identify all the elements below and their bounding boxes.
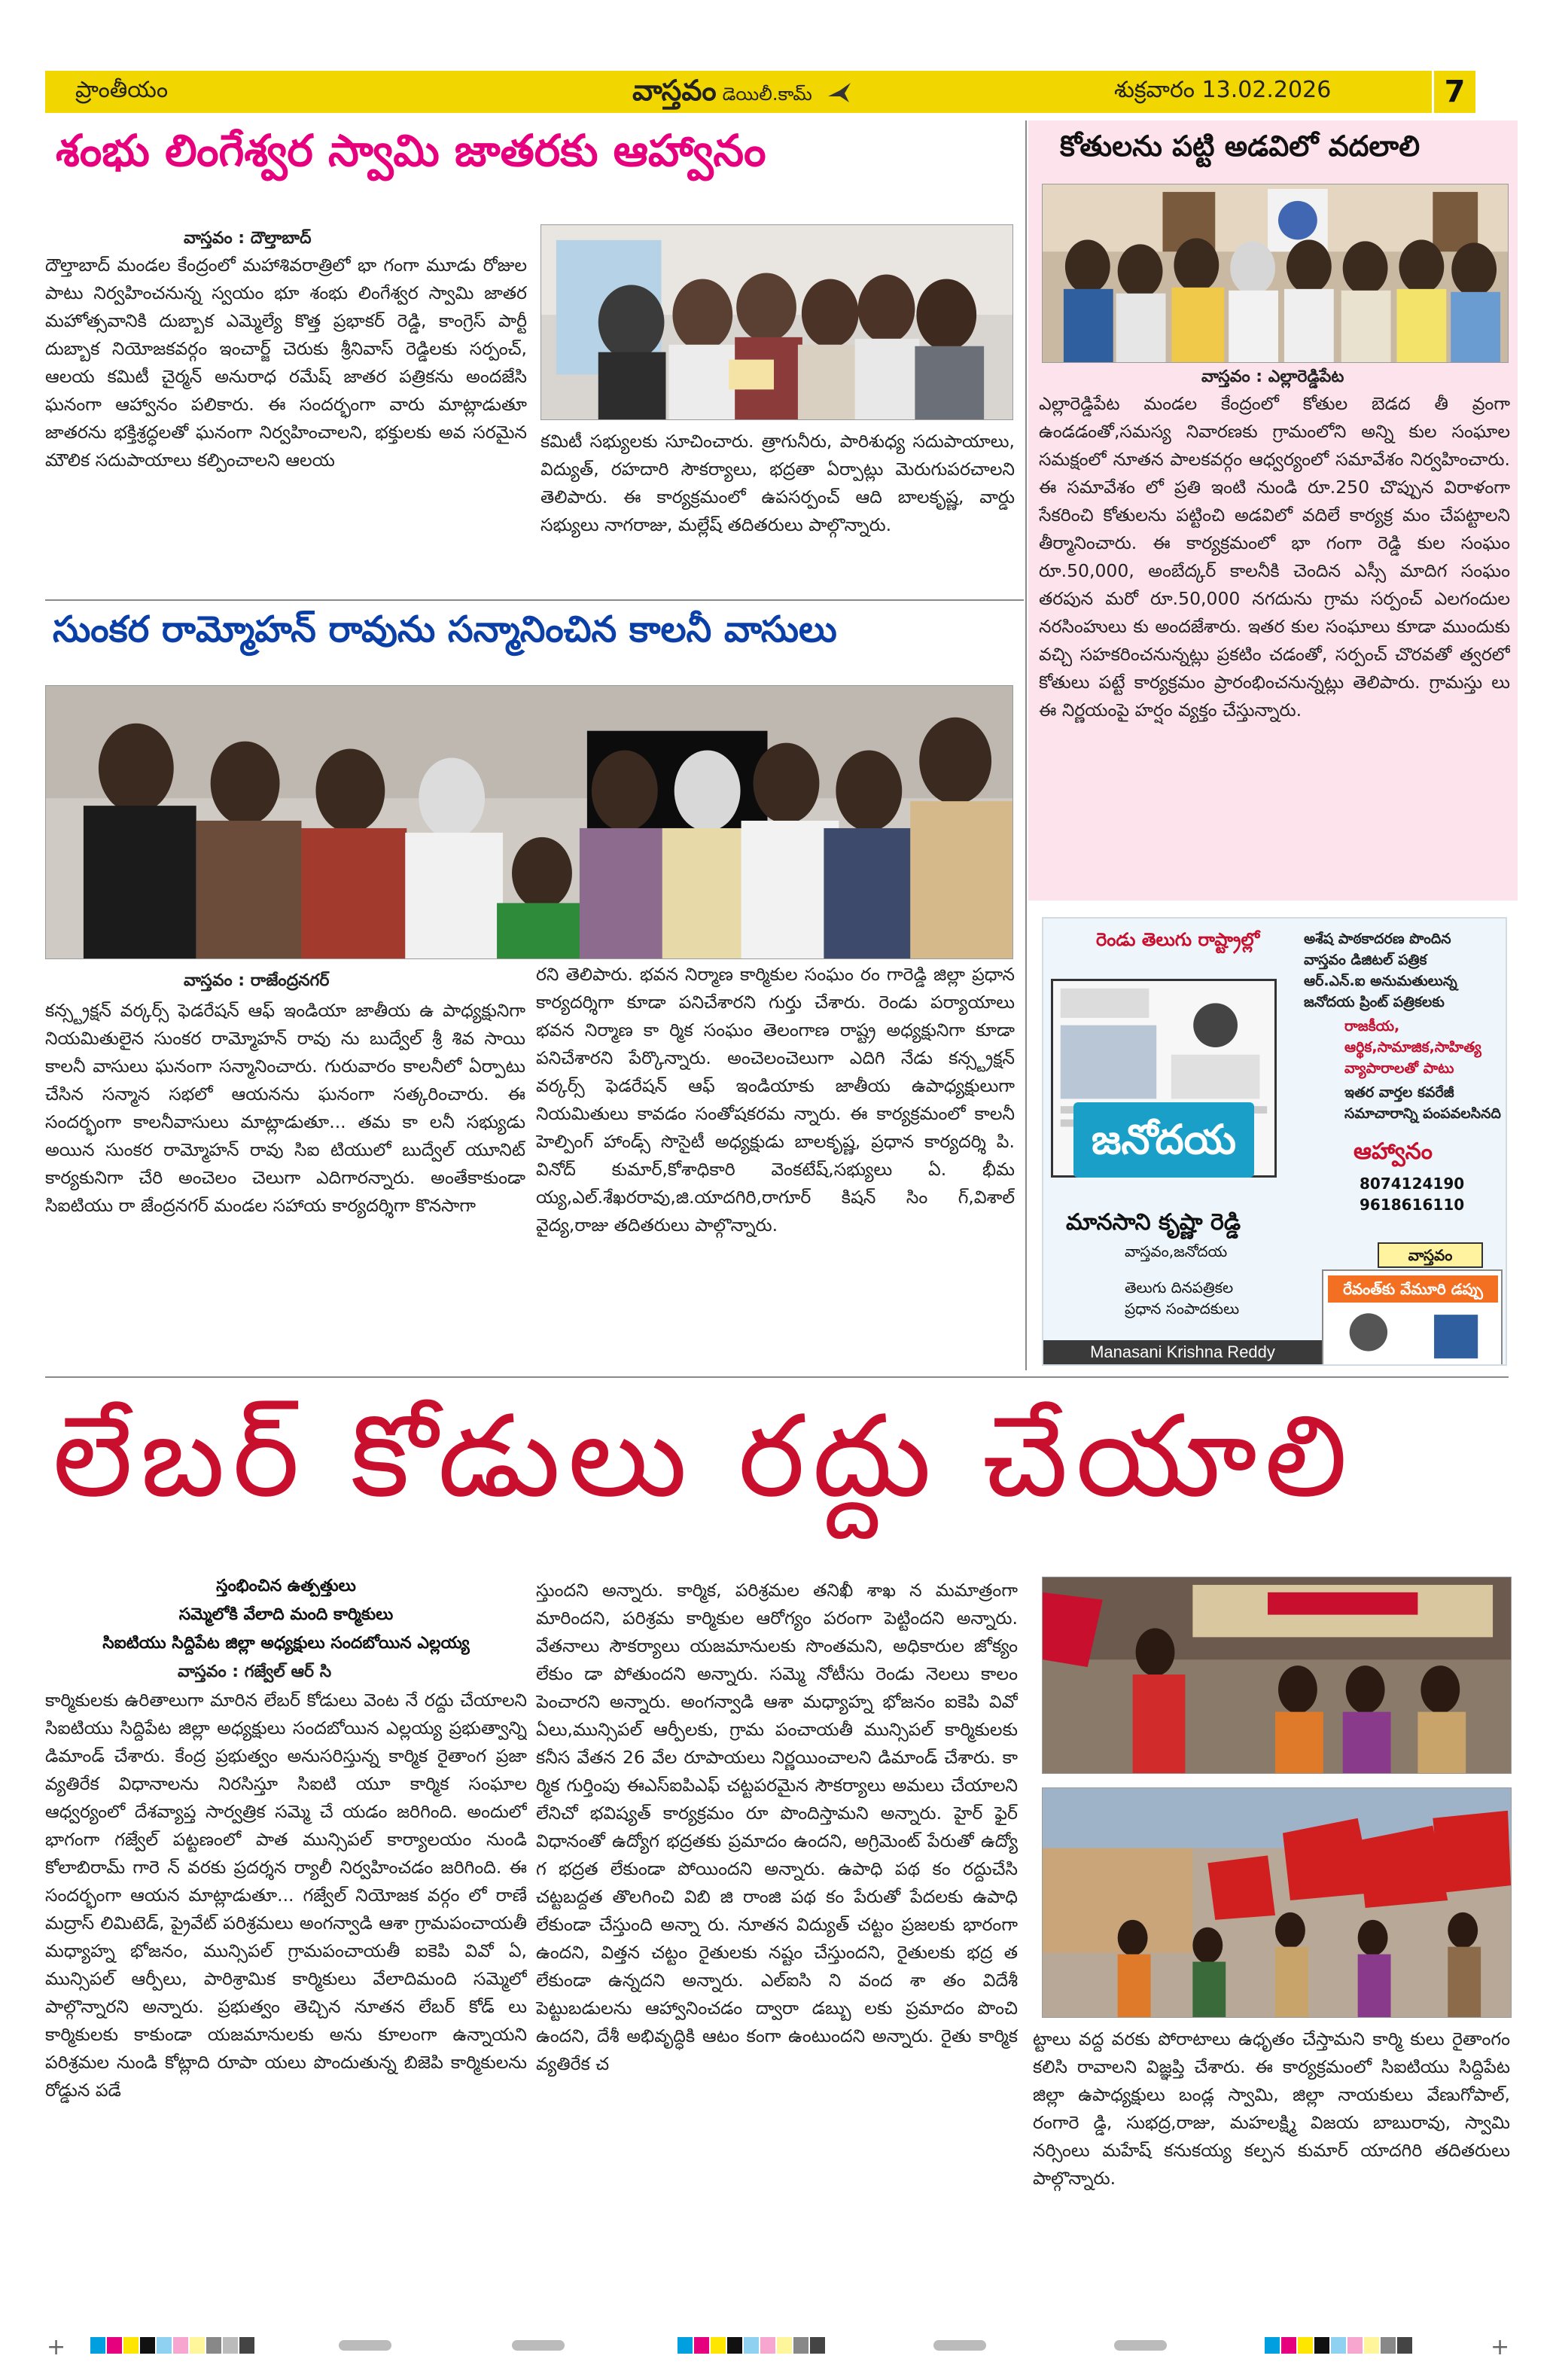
story3-dateline: వాస్తవం : రాజేంద్రనగర్ — [184, 971, 330, 990]
section-divider — [45, 599, 1024, 601]
ad-role-1: తెలుగు దినపత్రికల — [1125, 1278, 1234, 1297]
page-header — [45, 71, 1475, 113]
story1-col2: కమిటీ సభ్యులకు సూచించారు. త్రాగునీరు, పారిశుధ్య సదుపాయాలు, విద్యుత్, రహదారి సౌకర్యాలు, భద్రతా ఏర్పాట్లు మెరుగుపరచాలని తెలిపారు. ఈ కార్యక్రమంలో ఉపసర్పంచ్ ఆది బాలకృష్ణ, వార్డు సభ్యులు నాగరాజు, మల్లేష్ తదితరులు పాల్గొన్నారు. — [540, 431, 1015, 535]
ad-badge: వాస్తవం — [1378, 1242, 1483, 1268]
story2-dateline: వాస్తవం : ఎల్లారెడ్డిపేట — [1201, 367, 1344, 386]
ad-footer: Manasani Krishna Reddy — [1043, 1340, 1322, 1364]
ad-banner-image — [1323, 1271, 1501, 1364]
story1-photo — [540, 224, 1013, 420]
masthead-suffix: డెయిలీ.కామ్ — [722, 84, 812, 105]
issue-date: శుక్రవారం 13.02.2026 — [1114, 77, 1332, 103]
story4-col3: ట్టాలు వద్ద వరకు పోరాటాలు ఉధృతం చేస్తామని కార్మి కులు రైతాంగం కలిసి రావాలని విజ్ఞప్తి చేశారు. ఈ కార్యక్రమంలో సిఐటియు సిద్దిపేట జిల్లా ఉపాధ్యక్షులు బండ్ల స్వామి, జిల్లా నాయకులు వేణుగోపాల్, రంగారె డ్డి, సుభద్ర,రాజు, మహలక్ష్మి విజయ బాబురావు, స్వామి నర్సింలు మహేష్ కనుకయ్య కల్పన కుమార్ యాదగిరి తదితరులు పాల్గొన్నారు. — [1033, 2028, 1510, 2189]
story4-col1: కార్మికులకు ఉరితాలుగా మారిన లేబర్ కోడులు వెంట నే రద్దు చేయాలని సిఐటియు సిద్దిపేట జిల్లా అధ్యక్షులు సందబోయిన ఎల్లయ్య ప్రభుత్వాన్ని డిమాండ్ చేశారు. కేంద్ర ప్రభుత్వం అనుసరిస్తున్న కార్మిక రైతాంగ ప్రజా వ్యతిరేక విధానాలను నిరసిస్తూ సిఐటి యూ కార్మిక సంఘాల ఆధ్వర్యంలో దేశవ్యాప్త సార్వత్రిక సమ్మె చే యడం జరిగింది. అందులో భాగంగా గజ్వేల్ పట్టణంలో పాత మున్సిపల్ కార్యాలయం నుండి కోలాబిరామ్ గారె న్ వరకు ప్రదర్శన ర్యాలీ నిర్వహించడం జరిగింది. ఈ సందర్భంగా ఆయన మాట్లాడుతూ... గజ్వేల్ నియోజక వర్గం లో రాణే మద్రాస్ లిమిటెడ్, ప్రైవేట్ పరిశ్రమలు అంగన్వాడి ఆశా గ్రామపంచాయతీ మధ్యాహ్న భోజనం, మున్సిపల్ గ్రామపంచాయతీ ఐకెపి వివో ఏ, మున్సిపల్ ఆర్పీలు, పారిశ్రామిక కార్మికులు వేలాదిమంది సమ్మెలో పాల్గొన్నారని అన్నారు. ప్రభుత్వం తెచ్చిన నూతన లేబర్ కోడ్ లు కార్మికులకు కాకుండా యజమానులకు అను కూలంగా ఉన్నాయని పరిశ్రమల నుండి కోట్లాది రూపా యలు పొందుతున్న బిజెపి కార్మికులను రోడ్డున పడే — [45, 1690, 527, 2101]
ad-line-1: వాస్తవం డిజిటల్ పత్రిక — [1304, 952, 1427, 968]
ad-line-7: ఇతర వార్తల కవరేజీ — [1344, 1084, 1454, 1101]
story3-col2: రని తెలిపారు. భవన నిర్మాణ కార్మికుల సంఘం రం గారెడ్డి జిల్లా ప్రధాన కార్యదర్శిగా కూడా పనిచేశారని గుర్తు చేశారు. రెండు పర్యాయాలు భవన నిర్మాణ కా ర్మిక సంఘం తెలంగాణ రాష్ట్ర అధ్యక్షునిగా కూడా పనిచేశారని పేర్కొన్నారు. అంచెలంచెలుగా ఎదిగి నేడు కన్స్ట్రక్షన్ వర్కర్స్ ఫెడరేషన్ ఆఫ్ ఇండియాకు జాతీయ ఉపాధ్యక్షులుగా నియమితులు కావడం సంతోషకరమ న్నారు. ఈ కార్యక్రమంలో కాలనీ హెల్పింగ్ హాండ్స్ సొసైటీ అధ్యక్షుడు బాలకృష్ణ, ప్రధాన కార్యదర్శి పి. వినోద్ కుమార్,కోశాధికారి వెంకటేష్,సభ్యులు ఏ. భీమ య్య,ఎల్.శేఖరరావు,జి.యాదగిరి,రాగూర్ కిషన్ సిం గ్,విశాల్ వైద్య,రాజు తదితరులు పాల్గొన్నారు. — [536, 964, 1015, 1236]
janodaya-advert — [1042, 917, 1507, 1366]
ad-phone-1: 8074124190 — [1360, 1175, 1465, 1193]
color-bar-right — [1114, 2337, 1475, 2354]
story3-col1: కన్స్ట్రక్షన్ వర్కర్స్ ఫెడరేషన్ ఆఫ్ ఇండియా జాతీయ ఉ పాధ్యక్షునిగా నియమితులైన సుంకర రామ్మోహన్ రావు ను బుద్వేల్ శ్రీ శివ సాయి కాలనీ వాసులు ఘనంగా సన్మానించారు. గురువారం కాలనీలో ఏర్పాటు చేసిన సన్మాన సభలో ఆయనను ఘనంగా సత్కరించారు. ఈ సందర్భంగా కాలనీవాసులు మాట్లాడుతూ... తమ కా లనీ సభ్యుడు అయిన సుంకర రామ్మోహన్ రావు సిఐ టియులో బుద్వేల్ యూనిట్ కార్యకునిగా చేరి అంచెలం చెలుగా ఎదిగారన్నారు. అంతేకాకుండా సిఐటియు రా జేంద్రనగర్ మండల సహాయ కార్యదర్శిగా కొనసాగా — [45, 1000, 525, 1216]
story4-subhead-2: సమ్మెలోకి వేలాది మంది కార్మికులు — [178, 1605, 394, 1624]
story3-headline: సుంకర రామ్మోహన్ రావును సన్మానించిన కాలనీ వాసులు — [53, 608, 837, 651]
story4-col2: స్తుందని అన్నారు. కార్మిక, పరిశ్రమల తనిఖీ శాఖ న మమాత్రంగా మారిందని, పరిశ్రమ కార్మికుల ఆరోగ్యం పరంగా పెట్టిందని అన్నారు. వేతనాలు సౌకర్యాలు యజమానులకు సొంతమని, అధికారుల జోక్యం లేకుం డా పోతుందని అన్నారు. సమ్మె నోటీసు రెండు నెలలు కాలం పెంచారని అన్నారు. అంగన్వాడి ఆశా మధ్యాహ్న భోజనం ఐకెపి వివో ఏలు,మున్సిపల్ ఆర్పీలకు, గ్రామ పంచాయతీ మున్సిపల్ కార్మికులకు కనీస వేతన 26 వేల రూపాయలు నిర్ణయించాలని డిమాండ్ చేశారు. కా ర్మిక గుర్తింపు ఈఎస్ఐపిఎఫ్ చట్టపరమైన సౌకర్యాలు అమలు చేయాలని లేనిచో భవిష్యత్ కార్యక్రమం రూ పొందిస్తామని అన్నారు. హైర్ ఫైర్ విధానంతో ఉద్యోగ భద్రతకు ప్రమాదం ఉందని, అగ్రిమెంట్ పేరుతో ఉద్యో గ భద్రత లేకుండా పోయిందని అన్నారు. ఉపాధి పథ కం రద్దుచేసి చట్టబద్దత తొలగించి విబి జి రాంజి పథ కం పేరుతో పేదలకు ఉపాధి లేకుండా చేస్తుంది అన్నా రు. నూతన విద్యుత్ చట్టం ప్రజలకు భారంగా ఉందని, విత్తన చట్టం రైతులకు నష్టం చేస్తుందని, రైతులకు భద్ర త లేకుండా ఉన్నదని అన్నారు. ఎల్ఐసి ని వంద శా తం విదేశీ పెట్టుబడులను ఆహ్వానించడం ద్వారా డబ్బు లకు ప్రమాదం పొంచి ఉందని, దేశీ అభివృద్ధికి ఆటం కంగా ఉంటుందని అన్నారు. రైతు కార్మిక వ్యతిరేక చ — [536, 1580, 1018, 2074]
color-bar-center — [512, 2337, 1039, 2354]
story2-body: ఎల్లారెడ్డిపేట మండల కేంద్రంలో కోతుల బెడద తీ వ్రంగా ఉండడంతో,సమస్య నివారణకు గ్రామంలోని అన్ని కుల సంఘాల సమక్షంలో నూతన పాలకవర్గం ఆధ్వర్యంలో సమావేశం నిర్వహించారు. ఈ సమావేశం లో ప్రతి ఇంటి నుండి రూ.250 చొప్పున విరాళంగా సేకరించి కోతులను పట్టించి అడవిలో వదిలే కార్యక్ర మం చేపట్టాలని తీర్మానించారు. ఈ కార్యక్రమంలో భా గంగా రెడ్డి కుల సంఘం రూ.50,000, అంబేద్కర్ కాలనీకి చెందిన ఎస్సీ మాదిగ సంఘం తరపున మరో రూ.50,000 నగదును గ్రామ సర్పంచ్ ఎలగందుల నరసింహులు కు అందజేశారు. ఇతర కుల సంఘాలు కూడా ముందుకు వచ్చి సహకరించనున్నట్లు ప్రకటిం చడంతో, సర్పంచ్ చొరవతో త్వరలో కోతులు పట్టే కార్యక్రమం ప్రారంభించనున్నట్లు తెలిపారు. గ్రామస్తు లు ఈ నిర్ణయంపై హర్షం వ్యక్తం చేస్తున్నారు. — [1039, 393, 1510, 721]
ad-person-name: మానసాని కృష్ణా రెడ్డి — [1066, 1209, 1241, 1236]
ad-top-line: రెండు తెలుగు రాష్ట్రాల్లో — [1096, 929, 1260, 950]
ad-role-0: వాస్తవం,జనోదయ — [1125, 1242, 1228, 1260]
ad-line-6: వ్యాపారాలతో పాటు — [1344, 1060, 1454, 1077]
ad-invite: ఆహ్వానం — [1354, 1138, 1433, 1165]
story3-photo — [45, 685, 1013, 959]
story4-headline: లేబర్ కోడులు రద్దు చేయాలి — [53, 1391, 1355, 1522]
ad-banner — [1322, 1269, 1503, 1366]
ad-brand-logo: జనోదయ — [1073, 1102, 1254, 1178]
story4-subhead-1: స్తంభించిన ఉత్పత్తులు — [216, 1577, 356, 1595]
ad-line-0: అశేష పాఠకాదరణ పొందిన — [1304, 931, 1451, 947]
story4-photo-2 — [1042, 1787, 1512, 2018]
story4-dateline: వాస్తవం : గజ్వేల్ ఆర్ సి — [178, 1662, 332, 1681]
story1-col1: దౌల్తాబాద్ మండల కేంద్రంలో మహాశివరాత్రిలో భా గంగా మూడు రోజుల పాటు నిర్వహించనున్న స్వయం భూ శంభు లింగేశ్వర స్వామి జాతర మహోత్సవానికి దుబ్బాక ఎమ్మెల్యే కొత్త ప్రభాకర్ రెడ్డి, కాంగ్రెస్ పార్టీ దుబ్బాక నియోజకవర్గం ఇంచార్జ్ చెరుకు శ్రీనివాస్ రెడ్డిలకు సర్పంచ్, ఆలయ కమిటీ చైర్మన్ అనురాధ రమేష్ జాతర పత్రికను అందజేసి ఘనంగా ఆహ్వానం పలికారు. ఈ సందర్భంగా వారు మాట్లాడుతూ జాతరను భక్తిశ్రద్ధలతో ఘనంగా నిర్వహించాలని, భక్తులకు అవ సరమైన మౌలిక సదుపాయాలు కల్పించాలని ఆలయ — [45, 254, 527, 471]
column-divider — [1025, 120, 1027, 1370]
story1-dateline: వాస్తవం : దౌల్తాబాద్ — [184, 229, 312, 248]
registration-mark-left: + — [47, 2334, 66, 2360]
section-divider-2 — [45, 1376, 1509, 1378]
color-bar-left — [90, 2337, 437, 2354]
section-name: ప్రాంతీయం — [75, 77, 169, 103]
story2-headline: కోతులను పట్టి అడవిలో వదలాలి — [1060, 130, 1420, 163]
registration-mark-right: + — [1491, 2334, 1510, 2360]
ad-line-8: సమాచారాన్ని పంపవలసినది — [1344, 1105, 1501, 1122]
ad-phone-2: 9618616110 — [1360, 1196, 1465, 1214]
story1-headline: శంభు లింగేశ్వర స్వామి జాతరకు ఆహ్వానం — [56, 125, 766, 176]
ad-line-5: ఆర్థిక,సామాజిక,సాహిత్య — [1344, 1039, 1481, 1056]
ad-role-2: ప్రధాన సంపాదకులు — [1125, 1300, 1240, 1318]
ad-line-3: జనోదయ ప్రింట్ పత్రికలకు — [1304, 994, 1445, 1010]
bird-logo-icon — [827, 81, 852, 104]
story2-photo — [1042, 184, 1509, 363]
masthead-title: వాస్తవం — [632, 74, 717, 107]
ad-line-4: రాజకీయ, — [1344, 1018, 1400, 1035]
masthead — [632, 74, 852, 114]
ad-line-2: ఆర్.ఎన్.ఐ అనుమతులున్న — [1304, 973, 1457, 989]
story4-subhead-3: సిఐటియు సిద్దిపేట జిల్లా అధ్యక్షులు సందబోయిన ఎల్లయ్య — [102, 1634, 470, 1653]
ad-banner-title: రేవంత్‌కు వేమూరి డప్పు — [1328, 1275, 1498, 1303]
page-number: 7 — [1432, 71, 1475, 113]
story4-photo-1 — [1042, 1577, 1512, 1774]
